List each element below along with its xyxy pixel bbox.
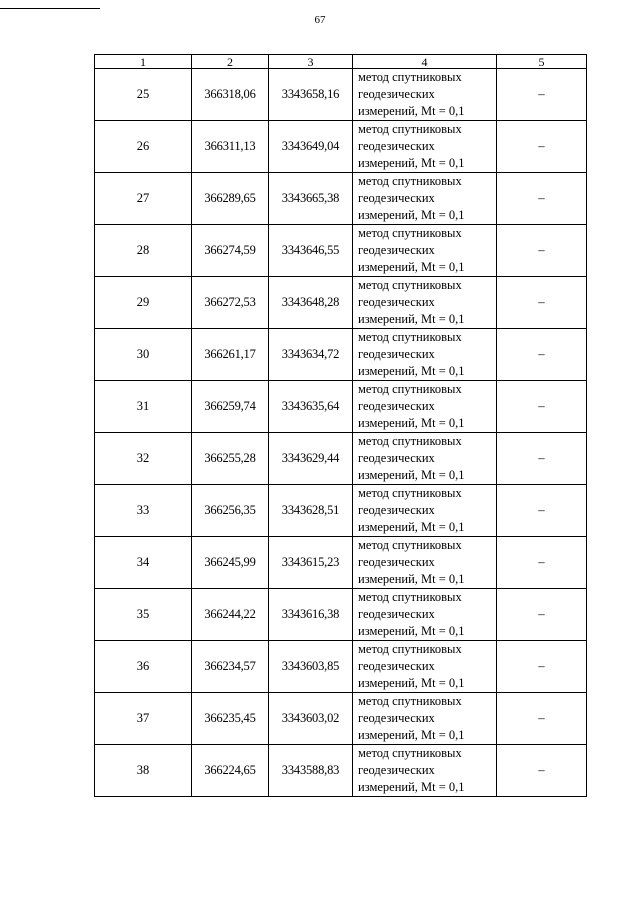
note-cell <box>497 225 587 277</box>
note-cell <box>497 485 587 537</box>
y-coordinate-cell <box>269 641 353 693</box>
note-cell-text: – <box>538 191 545 205</box>
x-coordinate-cell-text: 366256,35 <box>204 503 256 517</box>
x-coordinate-cell-text: 366261,17 <box>204 347 256 361</box>
column-header-1: 1 <box>95 55 192 69</box>
point-number-cell-text: 32 <box>136 451 150 465</box>
y-coordinate-cell-text: 3343649,04 <box>281 139 340 153</box>
x-coordinate-cell <box>192 329 269 381</box>
x-coordinate-cell <box>192 225 269 277</box>
note-cell <box>497 381 587 433</box>
table-header-row <box>95 55 587 69</box>
x-coordinate-cell <box>192 121 269 173</box>
table-row <box>95 745 587 797</box>
method-cell-text: метод спутниковых геодезических измерений, Mt = 0,1 <box>358 746 465 794</box>
column-header-2: 2 <box>192 55 269 69</box>
top-rule <box>0 8 100 9</box>
y-coordinate-cell-text: 3343634,72 <box>281 347 340 361</box>
table-row <box>95 641 587 693</box>
note-cell <box>497 69 587 121</box>
note-cell <box>497 329 587 381</box>
y-coordinate-cell-text: 3343646,55 <box>281 243 340 257</box>
point-number-cell <box>95 693 192 745</box>
y-coordinate-cell-text: 3343635,64 <box>281 399 340 413</box>
y-coordinate-cell <box>269 121 353 173</box>
x-coordinate-cell-text: 366235,45 <box>204 711 256 725</box>
x-coordinate-cell-text: 366259,74 <box>204 399 256 413</box>
table-row <box>95 537 587 589</box>
note-cell <box>497 693 587 745</box>
note-cell <box>497 589 587 641</box>
point-number-cell-text: 36 <box>136 659 150 673</box>
method-cell-text: метод спутниковых геодезических измерений, Mt = 0,1 <box>358 538 465 586</box>
method-cell-text: метод спутниковых геодезических измерений, Mt = 0,1 <box>358 434 465 482</box>
point-number-cell-text: 26 <box>136 139 150 153</box>
x-coordinate-cell-text: 366224,65 <box>204 763 256 777</box>
x-coordinate-cell-text: 366274,59 <box>204 243 256 257</box>
x-coordinate-cell <box>192 69 269 121</box>
note-cell-text: – <box>538 347 545 361</box>
x-coordinate-cell <box>192 173 269 225</box>
point-number-cell <box>95 485 192 537</box>
y-coordinate-cell <box>269 225 353 277</box>
table-row <box>95 121 587 173</box>
x-coordinate-cell-text: 366255,28 <box>204 451 256 465</box>
method-cell-text: метод спутниковых геодезических измерений, Mt = 0,1 <box>358 382 465 430</box>
x-coordinate-cell-text: 366289,65 <box>204 191 256 205</box>
y-coordinate-cell <box>269 589 353 641</box>
point-number-cell-text: 37 <box>136 711 150 725</box>
y-coordinate-cell-text: 3343658,16 <box>281 87 340 101</box>
method-cell <box>353 641 497 693</box>
x-coordinate-cell <box>192 433 269 485</box>
table-row <box>95 329 587 381</box>
note-cell <box>497 537 587 589</box>
x-coordinate-cell <box>192 693 269 745</box>
coordinates-table-body <box>95 55 587 797</box>
note-cell-text: – <box>538 399 545 413</box>
point-number-cell <box>95 69 192 121</box>
table-row <box>95 381 587 433</box>
table-row <box>95 485 587 537</box>
note-cell-text: – <box>538 139 545 153</box>
point-number-cell-text: 34 <box>136 555 150 569</box>
y-coordinate-cell <box>269 381 353 433</box>
point-number-cell-text: 35 <box>136 607 150 621</box>
y-coordinate-cell-text: 3343616,38 <box>281 607 340 621</box>
method-cell-text: метод спутниковых геодезических измерений, Mt = 0,1 <box>358 226 465 274</box>
y-coordinate-cell-text: 3343628,51 <box>281 503 340 517</box>
note-cell-text: – <box>538 295 545 309</box>
x-coordinate-cell <box>192 277 269 329</box>
point-number-cell-text: 28 <box>136 243 150 257</box>
point-number-cell-text: 25 <box>136 87 150 101</box>
point-number-cell-text: 31 <box>136 399 150 413</box>
x-coordinate-cell-text: 366311,13 <box>204 139 256 153</box>
y-coordinate-cell <box>269 173 353 225</box>
table-row <box>95 173 587 225</box>
y-coordinate-cell-text: 3343615,23 <box>281 555 340 569</box>
y-coordinate-cell-text: 3343588,83 <box>281 763 340 777</box>
x-coordinate-cell <box>192 745 269 797</box>
table-row <box>95 589 587 641</box>
note-cell <box>497 641 587 693</box>
table-row <box>95 693 587 745</box>
column-header-3: 3 <box>269 55 353 69</box>
column-header-5: 5 <box>497 55 587 69</box>
point-number-cell <box>95 225 192 277</box>
y-coordinate-cell-text: 3343648,28 <box>281 295 340 309</box>
y-coordinate-cell <box>269 433 353 485</box>
table-row <box>95 277 587 329</box>
note-cell-text: – <box>538 503 545 517</box>
note-cell <box>497 173 587 225</box>
method-cell <box>353 225 497 277</box>
method-cell-text: метод спутниковых геодезических измерений, Mt = 0,1 <box>358 486 465 534</box>
method-cell <box>353 381 497 433</box>
x-coordinate-cell-text: 366245,99 <box>204 555 256 569</box>
note-cell <box>497 277 587 329</box>
method-cell <box>353 485 497 537</box>
note-cell-text: – <box>538 711 545 725</box>
y-coordinate-cell-text: 3343603,85 <box>281 659 340 673</box>
point-number-cell <box>95 173 192 225</box>
point-number-cell <box>95 329 192 381</box>
point-number-cell <box>95 433 192 485</box>
x-coordinate-cell <box>192 589 269 641</box>
y-coordinate-cell-text: 3343665,38 <box>281 191 340 205</box>
method-cell <box>353 173 497 225</box>
point-number-cell <box>95 121 192 173</box>
point-number-cell-text: 38 <box>136 763 150 777</box>
y-coordinate-cell-text: 3343603,02 <box>281 711 340 725</box>
note-cell <box>497 121 587 173</box>
table-row <box>95 225 587 277</box>
note-cell-text: – <box>538 763 545 777</box>
note-cell <box>497 433 587 485</box>
method-cell <box>353 69 497 121</box>
x-coordinate-cell-text: 366244,22 <box>204 607 256 621</box>
y-coordinate-cell <box>269 277 353 329</box>
table-row <box>95 433 587 485</box>
method-cell-text: метод спутниковых геодезических измерений, Mt = 0,1 <box>358 278 465 326</box>
method-cell <box>353 693 497 745</box>
point-number-cell <box>95 589 192 641</box>
x-coordinate-cell <box>192 485 269 537</box>
note-cell-text: – <box>538 243 545 257</box>
method-cell-text: метод спутниковых геодезических измерений, Mt = 0,1 <box>358 70 465 118</box>
table-row <box>95 69 587 121</box>
x-coordinate-cell-text: 366318,06 <box>204 87 256 101</box>
y-coordinate-cell <box>269 69 353 121</box>
method-cell-text: метод спутниковых геодезических измерений, Mt = 0,1 <box>358 330 465 378</box>
point-number-cell <box>95 641 192 693</box>
x-coordinate-cell <box>192 641 269 693</box>
method-cell-text: метод спутниковых геодезических измерений, Mt = 0,1 <box>358 694 465 742</box>
point-number-cell-text: 29 <box>136 295 150 309</box>
y-coordinate-cell-text: 3343629,44 <box>281 451 340 465</box>
method-cell-text: метод спутниковых геодезических измерений, Mt = 0,1 <box>358 642 465 690</box>
method-cell <box>353 329 497 381</box>
method-cell <box>353 121 497 173</box>
point-number-cell <box>95 537 192 589</box>
y-coordinate-cell <box>269 537 353 589</box>
note-cell-text: – <box>538 555 545 569</box>
x-coordinate-cell-text: 366234,57 <box>204 659 256 673</box>
method-cell <box>353 433 497 485</box>
point-number-cell-text: 27 <box>136 191 150 205</box>
point-number-cell-text: 30 <box>136 347 150 361</box>
point-number-cell-text: 33 <box>136 503 150 517</box>
note-cell-text: – <box>538 451 545 465</box>
note-cell <box>497 745 587 797</box>
y-coordinate-cell <box>269 329 353 381</box>
x-coordinate-cell <box>192 381 269 433</box>
method-cell <box>353 537 497 589</box>
method-cell <box>353 589 497 641</box>
note-cell-text: – <box>538 607 545 621</box>
point-number-cell <box>95 381 192 433</box>
column-header-4: 4 <box>353 55 497 69</box>
note-cell-text: – <box>538 87 545 101</box>
page-number: 67 <box>314 14 326 26</box>
method-cell <box>353 277 497 329</box>
y-coordinate-cell <box>269 693 353 745</box>
method-cell <box>353 745 497 797</box>
coordinates-table <box>94 54 587 797</box>
point-number-cell <box>95 277 192 329</box>
x-coordinate-cell <box>192 537 269 589</box>
y-coordinate-cell <box>269 485 353 537</box>
x-coordinate-cell-text: 366272,53 <box>204 295 256 309</box>
method-cell-text: метод спутниковых геодезических измерений, Mt = 0,1 <box>358 122 465 170</box>
note-cell-text: – <box>538 659 545 673</box>
method-cell-text: метод спутниковых геодезических измерений, Mt = 0,1 <box>358 174 465 222</box>
y-coordinate-cell <box>269 745 353 797</box>
point-number-cell <box>95 745 192 797</box>
method-cell-text: метод спутниковых геодезических измерений, Mt = 0,1 <box>358 590 465 638</box>
